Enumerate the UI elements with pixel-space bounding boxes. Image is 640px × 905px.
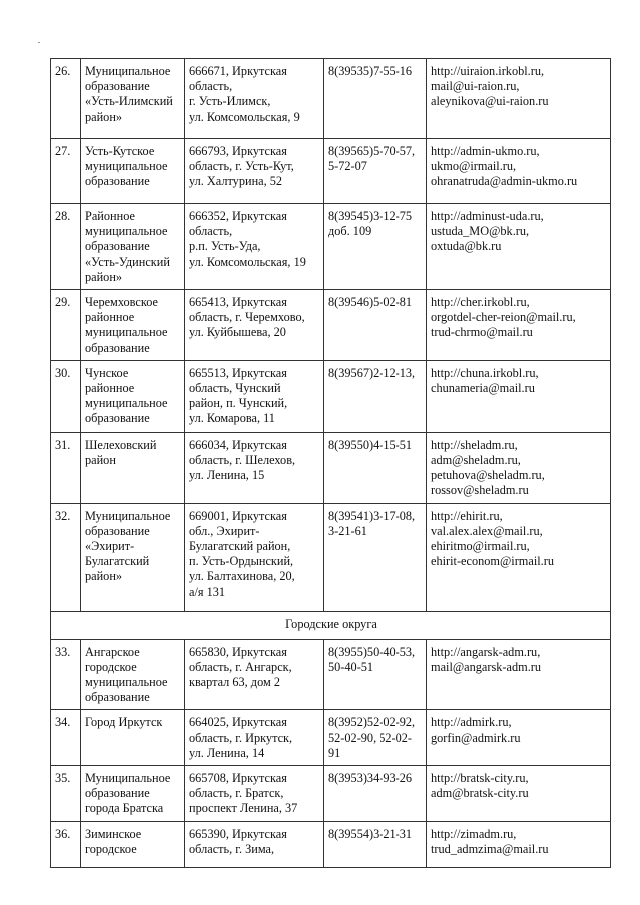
postal-address-line: 666352, Иркутская xyxy=(189,209,287,223)
website-email-line: http://zimadm.ru, xyxy=(431,826,517,841)
postal-address-cell xyxy=(185,766,324,822)
website-email-line: petuhova@sheladm.ru, xyxy=(431,468,545,483)
website-email-line: val.alex.alex@mail.ru, xyxy=(431,523,543,538)
postal-address-line: область, Чунский xyxy=(189,381,281,396)
municipality-name-line: район» xyxy=(85,269,123,284)
phone-number-line: 8(39546)5-02-81 xyxy=(328,295,413,310)
phone-number-line: 3-21-61 xyxy=(328,523,367,538)
postal-address-cell xyxy=(185,639,324,710)
municipality-name-line: «Усть-Илимский xyxy=(85,94,173,109)
row-number-cell: 36. xyxy=(51,821,81,867)
phone-number-line: 8(3952)52-02-92, xyxy=(328,715,416,730)
postal-address-cell xyxy=(185,432,324,503)
website-email-cell xyxy=(427,503,611,611)
phone-number-line: 8(39554)3-21-31 xyxy=(328,826,413,841)
municipality-name-line: район» xyxy=(85,569,123,584)
municipality-name-cell xyxy=(81,59,185,139)
municipality-name-line: Черемховское xyxy=(85,295,158,310)
phone-number-cell xyxy=(324,139,427,204)
website-email-line: http://admirk.ru, xyxy=(431,715,512,730)
row-number-cell: 28. xyxy=(51,204,81,290)
postal-address-cell xyxy=(185,290,324,361)
municipality-name-cell xyxy=(81,290,185,361)
municipality-name-line: Булагатский xyxy=(85,554,150,569)
table-row xyxy=(51,432,611,503)
postal-address-line: 664025, Иркутская xyxy=(189,715,287,730)
website-email-line: http://angarsk-adm.ru, xyxy=(431,644,541,659)
website-email-line: ustuda_MO@bk.ru, xyxy=(431,224,530,239)
phone-number-cell xyxy=(324,204,427,290)
table-row xyxy=(51,59,611,139)
municipality-name-line: муниципальное xyxy=(85,675,168,690)
postal-address-line: область, xyxy=(189,79,233,94)
website-email-cell xyxy=(427,290,611,361)
postal-address-line: ул. Комсомольская, 19 xyxy=(189,254,306,269)
postal-address-line: 665513, Иркутская xyxy=(189,365,287,380)
postal-address-line: область, xyxy=(189,224,233,239)
website-email-line: gorfin@admirk.ru xyxy=(431,730,521,745)
website-email-line: http://bratsk-city.ru, xyxy=(431,771,529,786)
table-row xyxy=(51,503,611,611)
municipality-name-line: образование xyxy=(85,690,150,705)
website-email-line: orgotdel-cher-reion@mail.ru, xyxy=(431,310,576,325)
row-number-cell: 31. xyxy=(51,432,81,503)
row-number-cell: 34. xyxy=(51,710,81,766)
website-email-line: mail@angarsk-adm.ru xyxy=(431,659,542,674)
website-email-line: http://sheladm.ru, xyxy=(431,437,518,452)
postal-address-line: область, г. Ангарск, xyxy=(189,659,292,674)
municipality-name-line: образование xyxy=(85,411,150,426)
row-number-cell: 35. xyxy=(51,766,81,822)
municipality-name-line: муниципальное xyxy=(85,224,168,239)
section-row xyxy=(51,611,611,639)
municipality-name-line: городское xyxy=(85,841,137,856)
website-email-line: oxtuda@bk.ru xyxy=(431,239,502,254)
website-email-line: ehirit-econom@irmail.ru xyxy=(431,554,554,569)
postal-address-line: 665413, Иркутская xyxy=(189,295,287,310)
table-body-districts xyxy=(51,59,611,612)
postal-address-cell xyxy=(185,139,324,204)
table-row xyxy=(51,139,611,204)
phone-number-cell xyxy=(324,639,427,710)
phone-number-cell xyxy=(324,710,427,766)
municipality-name-line: «Эхирит- xyxy=(85,539,135,554)
postal-address-line: р.п. Усть-Уда, xyxy=(189,239,261,254)
municipality-name-line: Муниципальное xyxy=(85,64,171,78)
municipality-name-line: образование xyxy=(85,239,150,254)
municipality-name-cell xyxy=(81,432,185,503)
municipality-name-line: район xyxy=(85,453,116,468)
phone-number-line: 91 xyxy=(328,745,341,760)
municipality-name-cell xyxy=(81,766,185,822)
postal-address-line: ул. Куйбышева, 20 xyxy=(189,325,286,340)
postal-address-line: область, г. Усть-Кут, xyxy=(189,159,294,174)
phone-number-cell xyxy=(324,59,427,139)
postal-address-line: 666034, Иркутская xyxy=(189,437,287,452)
municipality-name-line: Город Иркутск xyxy=(85,715,163,730)
row-number-cell: 29. xyxy=(51,290,81,361)
municipality-name-line: районное xyxy=(85,310,135,325)
postal-address-line: Булагатский район, xyxy=(189,539,291,554)
phone-number-line: 8(3955)50-40-53, xyxy=(328,644,416,659)
municipality-name-line: Усть-Кутское xyxy=(85,144,155,158)
website-email-line: adm@sheladm.ru, xyxy=(431,453,521,468)
postal-address-line: ул. Балтахинова, 20, xyxy=(189,569,295,584)
municipality-name-line: муниципальное xyxy=(85,396,168,411)
website-email-line: http://ehirit.ru, xyxy=(431,508,503,523)
phone-number-line: 52-02-90, 52-02- xyxy=(328,730,413,745)
row-number-cell: 26. xyxy=(51,59,81,139)
website-email-cell xyxy=(427,204,611,290)
row-number-cell: 30. xyxy=(51,360,81,432)
postal-address-line: 665830, Иркутская xyxy=(189,644,287,659)
website-email-line: ehiritmo@irmail.ru, xyxy=(431,539,530,554)
website-email-line: mail@ui-raion.ru, xyxy=(431,79,520,94)
phone-number-line: 8(3953)34-93-26 xyxy=(328,771,413,786)
scan-speck xyxy=(38,42,40,43)
postal-address-line: 669001, Иркутская xyxy=(189,508,287,523)
municipality-name-line: образование xyxy=(85,340,150,355)
municipality-name-line: район» xyxy=(85,109,123,124)
phone-number-cell xyxy=(324,503,427,611)
phone-number-line: 8(39535)7-55-16 xyxy=(328,64,413,78)
phone-number-line: 8(39545)3-12-75 xyxy=(328,209,413,223)
website-email-line: adm@bratsk-city.ru xyxy=(431,786,529,801)
municipality-name-cell xyxy=(81,639,185,710)
table-row xyxy=(51,639,611,710)
municipality-name-line: муниципальное xyxy=(85,325,168,340)
municipalities-table xyxy=(50,58,611,868)
website-email-line: chunameria@mail.ru xyxy=(431,381,535,396)
postal-address-line: г. Усть-Илимск, xyxy=(189,94,271,109)
website-email-cell xyxy=(427,432,611,503)
table-row xyxy=(51,821,611,867)
postal-address-cell xyxy=(185,503,324,611)
row-number-cell: 32. xyxy=(51,503,81,611)
phone-number-cell xyxy=(324,290,427,361)
municipality-name-line: Муниципальное xyxy=(85,771,171,786)
website-email-cell xyxy=(427,821,611,867)
website-email-line: ohranatruda@admin-ukmo.ru xyxy=(431,174,578,189)
phone-number-cell xyxy=(324,821,427,867)
municipality-name-line: Чунское xyxy=(85,365,129,380)
municipality-name-line: муниципальное xyxy=(85,159,168,174)
phone-number-line: 8(39567)2-12-13, xyxy=(328,365,416,380)
municipality-name-cell xyxy=(81,204,185,290)
municipality-name-line: образование xyxy=(85,174,150,189)
website-email-line: http://chuna.irkobl.ru, xyxy=(431,365,539,380)
municipality-name-line: образование xyxy=(85,79,150,94)
municipality-name-line: Районное xyxy=(85,209,135,223)
municipality-name-line: Муниципальное xyxy=(85,508,171,523)
website-email-line: http://cher.irkobl.ru, xyxy=(431,295,530,310)
website-email-cell xyxy=(427,766,611,822)
municipality-name-cell xyxy=(81,821,185,867)
website-email-line: trud_admzima@mail.ru xyxy=(431,841,549,856)
phone-number-line: доб. 109 xyxy=(328,224,372,239)
phone-number-line: 8(39541)3-17-08, xyxy=(328,508,416,523)
postal-address-cell xyxy=(185,59,324,139)
row-number-cell: 27. xyxy=(51,139,81,204)
table-row xyxy=(51,360,611,432)
website-email-cell xyxy=(427,59,611,139)
postal-address-line: область, г. Зима, xyxy=(189,841,275,856)
website-email-line: http://uiraion.irkobl.ru, xyxy=(431,64,545,78)
municipality-name-cell xyxy=(81,710,185,766)
postal-address-line: ул. Комарова, 11 xyxy=(189,411,275,426)
website-email-cell xyxy=(427,139,611,204)
municipality-name-cell xyxy=(81,360,185,432)
postal-address-cell xyxy=(185,204,324,290)
website-email-line: ukmo@irmail.ru, xyxy=(431,159,517,174)
municipality-name-line: города Братска xyxy=(85,801,164,816)
postal-address-cell xyxy=(185,710,324,766)
municipality-name-line: Зиминское xyxy=(85,826,142,841)
phone-number-cell xyxy=(324,766,427,822)
website-email-line: http://admin-ukmo.ru, xyxy=(431,144,540,158)
website-email-line: http://adminust-uda.ru, xyxy=(431,209,544,223)
municipality-name-line: образование xyxy=(85,786,150,801)
postal-address-line: п. Усть-Ордынский, xyxy=(189,554,294,569)
postal-address-cell xyxy=(185,360,324,432)
postal-address-line: ул. Ленина, 15 xyxy=(189,468,265,483)
website-email-line: trud-chrmo@mail.ru xyxy=(431,325,533,340)
postal-address-line: а/я 131 xyxy=(189,584,226,599)
table-row xyxy=(51,290,611,361)
table-row xyxy=(51,766,611,822)
website-email-cell xyxy=(427,360,611,432)
table-row xyxy=(51,710,611,766)
website-email-line: rossov@sheladm.ru xyxy=(431,483,529,498)
postal-address-line: 666793, Иркутская xyxy=(189,144,287,158)
municipality-name-cell xyxy=(81,503,185,611)
municipality-name-line: городское xyxy=(85,659,137,674)
municipality-name-line: Шелеховский xyxy=(85,437,157,452)
postal-address-line: обл., Эхирит- xyxy=(189,523,260,538)
postal-address-line: область, г. Шелехов, xyxy=(189,453,296,468)
postal-address-line: проспект Ленина, 37 xyxy=(189,801,298,816)
website-email-line: aleynikova@ui-raion.ru xyxy=(431,94,549,109)
postal-address-line: область, г. Братск, xyxy=(189,786,284,801)
phone-number-line: 8(39565)5-70-57, xyxy=(328,144,416,158)
postal-address-line: 666671, Иркутская xyxy=(189,64,287,78)
phone-number-cell xyxy=(324,432,427,503)
postal-address-line: ул. Комсомольская, 9 xyxy=(189,109,300,124)
table-body-section xyxy=(51,611,611,639)
municipality-name-line: Ангарское xyxy=(85,644,140,659)
table-body-city-districts xyxy=(51,639,611,867)
postal-address-line: ул. Ленина, 14 xyxy=(189,745,265,760)
municipality-name-cell xyxy=(81,139,185,204)
postal-address-line: 665708, Иркутская xyxy=(189,771,287,786)
phone-number-line: 50-40-51 xyxy=(328,659,374,674)
postal-address-line: область, г. Иркутск, xyxy=(189,730,293,745)
postal-address-line: ул. Халтурина, 52 xyxy=(189,174,283,189)
website-email-cell xyxy=(427,639,611,710)
postal-address-cell xyxy=(185,821,324,867)
row-number-cell: 33. xyxy=(51,639,81,710)
phone-number-line: 8(39550)4-15-51 xyxy=(328,437,413,452)
phone-number-line: 5-72-07 xyxy=(328,159,367,174)
postal-address-line: 665390, Иркутская xyxy=(189,826,287,841)
phone-number-cell xyxy=(324,360,427,432)
website-email-cell xyxy=(427,710,611,766)
section-title: Городские округа xyxy=(51,611,611,639)
municipality-name-line: «Усть-Удинский xyxy=(85,254,170,269)
postal-address-line: район, п. Чунский, xyxy=(189,396,288,411)
municipality-name-line: образование xyxy=(85,523,150,538)
table-row xyxy=(51,204,611,290)
municipality-name-line: районное xyxy=(85,381,135,396)
postal-address-line: квартал 63, дом 2 xyxy=(189,675,280,690)
postal-address-line: область, г. Черемхово, xyxy=(189,310,305,325)
